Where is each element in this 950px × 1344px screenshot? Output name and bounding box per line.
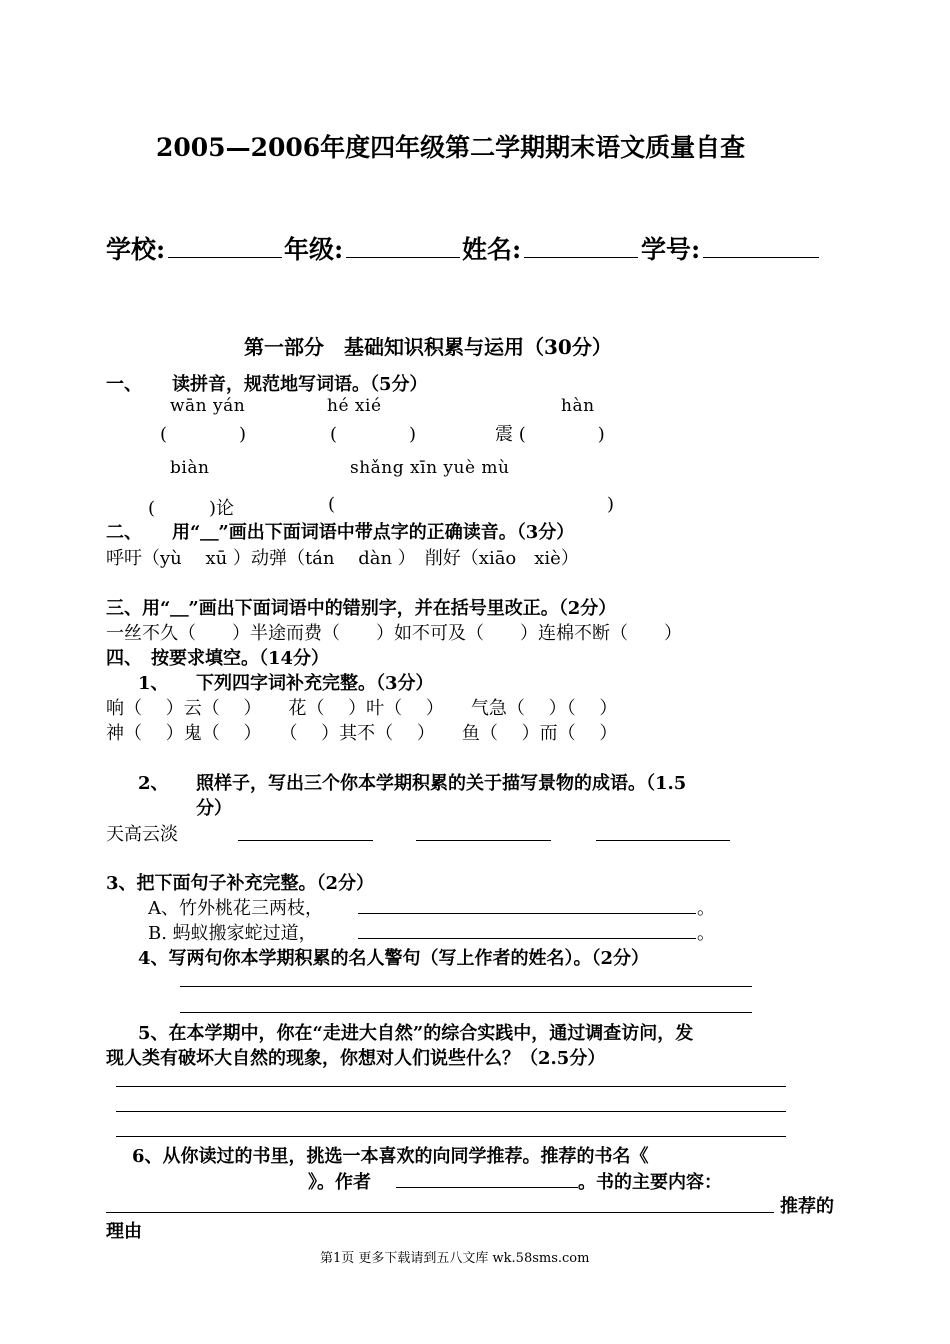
message-line-2[interactable] <box>116 1111 786 1112</box>
q4-title: 四、 按要求填空。（14分） <box>106 648 330 669</box>
q4-s6-reason2: 理由 <box>106 1221 142 1242</box>
message-line-3[interactable] <box>116 1136 786 1137</box>
author-blank[interactable] <box>396 1187 578 1188</box>
q4-s3-title: 3、把下面句子补充完整。（2分） <box>106 873 375 894</box>
name-field[interactable] <box>524 257 638 258</box>
part1-heading: 第一部分 基础知识积累与运用（30分） <box>244 335 612 359</box>
q2-number: 二、 <box>106 522 142 543</box>
answer-blank-5-close: ) <box>607 494 615 515</box>
q1-number: 一、 <box>106 374 142 395</box>
q4-s4-title: 4、写两句你本学期积累的名人警句（写上作者的姓名）。（2分） <box>138 948 650 969</box>
q3-content: 一丝不久（ ）半途而费（ ）如不可及（ ）连棉不断（ ） <box>106 623 682 644</box>
pinyin-han: hàn <box>561 396 595 416</box>
quote-line-2[interactable] <box>180 1012 752 1013</box>
idiom-blank-1[interactable] <box>238 840 373 841</box>
q3-title: 三、用“＿”画出下面词语中的错别字，并在括号里改正。（2分） <box>106 598 617 619</box>
idiom-blank-3[interactable] <box>596 840 730 841</box>
page-title: 2005—2006年度四年级第二学期期末语文质量自查 <box>156 133 746 162</box>
q4-s3-a: A、竹外桃花三两枝， <box>148 898 323 919</box>
q4-s1-row2: 神（ ）鬼（ ） （ ）其不（ ） 鱼（ ）而（ ） <box>106 723 618 744</box>
q4-s3-a-period: 。 <box>697 898 715 919</box>
summary-line[interactable] <box>106 1212 774 1213</box>
pinyin-bian: biàn <box>170 458 210 478</box>
answer-blank-3[interactable]: 震 ( ) <box>495 424 605 445</box>
q4-s1-number: 1、 <box>138 673 169 694</box>
q4-s6-content: 。书的主要内容： <box>578 1172 722 1193</box>
q4-s6-line1: 6、从你读过的书里，挑选一本喜欢的向同学推荐。推荐的书名《 <box>132 1146 649 1167</box>
q4-s2-number: 2、 <box>138 773 169 794</box>
sentence-blank-b[interactable] <box>358 938 696 939</box>
q4-s5-line1: 5、在本学期中，你在“走进大自然”的综合实践中，通过调查访问，发 <box>138 1023 694 1044</box>
answer-blank-1[interactable]: ( ) <box>160 424 247 445</box>
q4-s2-line2: 分） <box>196 798 232 819</box>
q4-s2-example: 天高云淡 <box>106 824 178 845</box>
answer-blank-2[interactable]: ( ) <box>330 424 417 445</box>
answer-blank-4[interactable]: ( )论 <box>148 498 235 519</box>
grade-field[interactable] <box>346 257 460 258</box>
q4-s1-row1: 响（ ）云（ ） 花（ ）叶（ ） 气急（ ）（ ） <box>106 698 618 719</box>
q4-s3-b: B. 蚂蚁搬家蛇过道， <box>148 923 317 944</box>
school-field[interactable] <box>168 257 282 258</box>
q4-s6-close: 》。作者 <box>308 1172 371 1193</box>
school-label: 学校: <box>106 235 166 264</box>
q2-content: 呼吁（yù xū ）动弹（tán dàn ） 削好（xiāo xiè） <box>106 548 579 569</box>
message-line-1[interactable] <box>116 1086 786 1087</box>
q4-s5-line2: 现人类有破坏大自然的现象，你想对人们说些什么？（2.5分） <box>106 1048 606 1069</box>
q2-title: 用“＿”画出下面词语中带点字的正确读音。（3分） <box>172 522 575 543</box>
pinyin-shangxinyuemu: shǎng xīn yuè mù <box>350 458 510 478</box>
pinyin-wanyan: wān yán <box>170 396 246 416</box>
idiom-blank-2[interactable] <box>416 840 551 841</box>
id-field[interactable] <box>703 257 819 258</box>
q4-s2-line1: 照样子，写出三个你本学期积累的关于描写景物的成语。（1.5 <box>196 773 687 794</box>
sentence-blank-a[interactable] <box>358 913 696 914</box>
q4-s6-reason: 推荐的 <box>780 1196 834 1217</box>
q1-title: 读拼音，规范地写词语。（5分） <box>172 374 428 395</box>
page-footer: 第1页 更多下载请到五八文库 wk.58sms.com <box>320 1251 590 1266</box>
id-label: 学号: <box>641 235 701 264</box>
grade-label: 年级: <box>284 235 344 264</box>
q4-s1-title: 下列四字词补充完整。（3分） <box>196 673 434 694</box>
answer-blank-5-open[interactable]: ( <box>328 494 336 515</box>
quote-line-1[interactable] <box>180 986 752 987</box>
pinyin-hexie: hé xié <box>327 396 382 416</box>
name-label: 姓名: <box>462 235 522 264</box>
q4-s3-b-period: 。 <box>697 923 715 944</box>
